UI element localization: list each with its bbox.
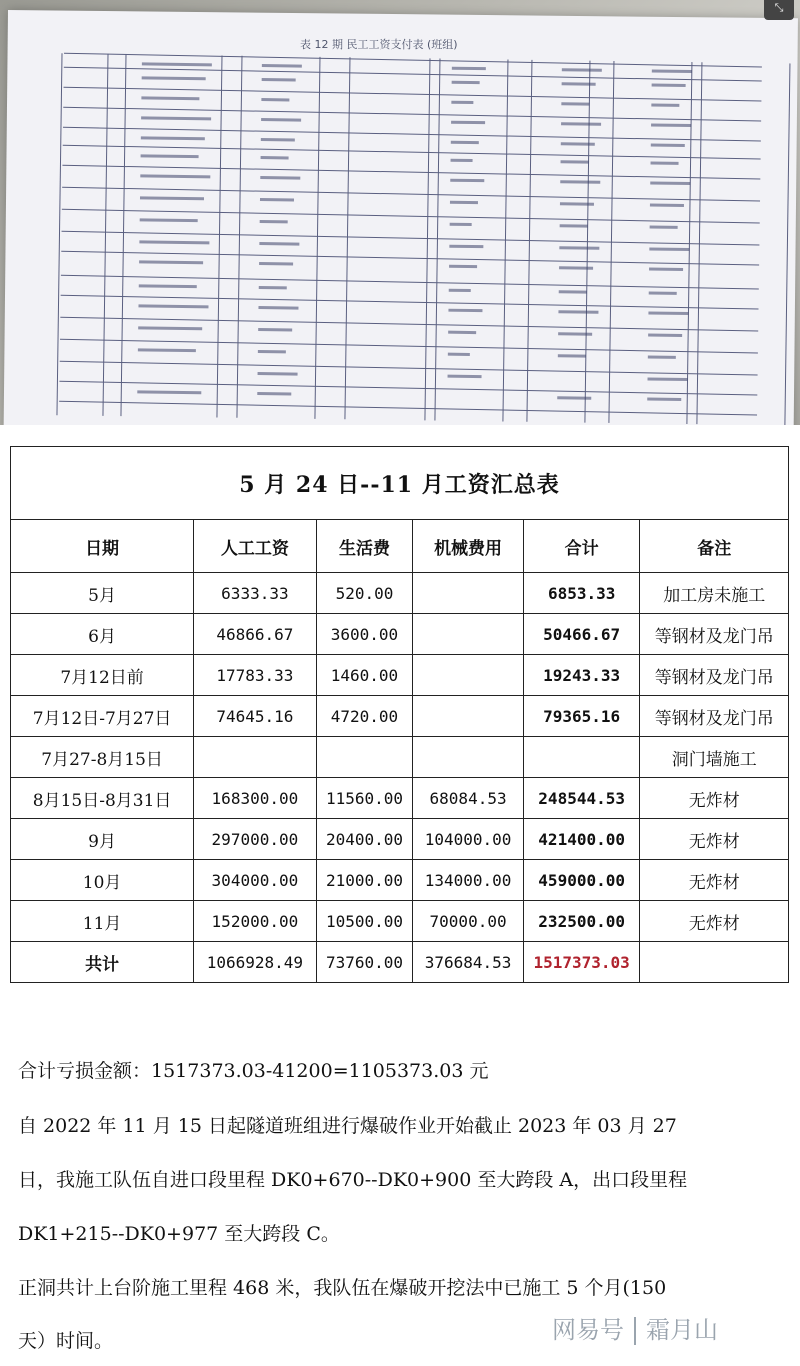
form-handwritten-mark [652, 70, 692, 74]
form-photo [0, 0, 800, 425]
header-labor: 人工工资 [194, 520, 317, 573]
cell-date: 6月 [11, 614, 194, 655]
table-row [11, 614, 789, 655]
form-handwritten-mark [650, 225, 678, 228]
form-handwritten-mark [450, 201, 478, 204]
form-handwritten-mark [259, 242, 299, 246]
form-handwritten-mark [448, 375, 482, 378]
form-handwritten-mark [137, 390, 201, 394]
form-handwritten-mark [561, 122, 601, 126]
form-column-line [697, 62, 702, 424]
form-handwritten-mark [260, 176, 300, 180]
form-handwritten-mark [559, 246, 599, 250]
cell-total: 1517373.03 [523, 942, 640, 983]
cell-labor: 17783.33 [194, 655, 317, 696]
form-handwritten-mark [139, 260, 203, 264]
cell-machine [413, 696, 524, 737]
cell-machine: 134000.00 [413, 860, 524, 901]
form-handwritten-mark [258, 328, 292, 331]
form-column-line [687, 62, 692, 424]
cell-labor: 74645.16 [194, 696, 317, 737]
cell-note: 无炸材 [640, 860, 789, 901]
cell-note: 加工房未施工 [640, 573, 789, 614]
cell-note: 等钢材及龙门吊 [640, 655, 789, 696]
cell-machine [413, 614, 524, 655]
cell-total: 421400.00 [523, 819, 640, 860]
form-column-line [435, 59, 440, 421]
header-machine: 机械费用 [413, 520, 524, 573]
form-handwritten-mark [141, 116, 211, 120]
form-handwritten-mark [562, 68, 602, 72]
total-row [11, 942, 789, 983]
cell-machine: 376684.53 [413, 942, 524, 983]
form-handwritten-mark [451, 121, 485, 124]
form-handwritten-mark [142, 62, 212, 66]
form-column-line [315, 57, 320, 419]
form-handwritten-mark [449, 265, 477, 268]
cell-note: 无炸材 [640, 819, 789, 860]
form-handwritten-mark [262, 78, 296, 81]
form-handwritten-mark [262, 64, 302, 68]
cell-living: 4720.00 [316, 696, 413, 737]
cell-labor: 46866.67 [194, 614, 317, 655]
form-handwritten-mark [259, 286, 287, 289]
form-handwritten-mark [261, 138, 295, 141]
form-handwritten-mark [139, 240, 209, 244]
form-handwritten-mark [649, 267, 683, 270]
watermark [552, 1310, 718, 1345]
table-row [11, 737, 789, 778]
cell-living: 1460.00 [316, 655, 413, 696]
cell-labor [194, 737, 317, 778]
cell-date: 8月15日-8月31日 [11, 778, 194, 819]
cell-living: 20400.00 [316, 819, 413, 860]
form-handwritten-mark [450, 179, 484, 182]
loss-amount-line: 合计亏损金额：1517373.03-41200=1105373.03 元 [18, 1060, 489, 1082]
form-handwritten-mark [651, 123, 691, 127]
cell-machine: 68084.53 [413, 778, 524, 819]
form-handwritten-mark [561, 142, 595, 145]
cell-total: 459000.00 [523, 860, 640, 901]
cell-living: 3600.00 [316, 614, 413, 655]
form-column-line [237, 56, 242, 418]
cell-note: 洞门墙施工 [640, 737, 789, 778]
header-total: 合计 [523, 520, 640, 573]
form-handwritten-mark [451, 141, 479, 144]
form-handwritten-mark [649, 247, 689, 251]
form-handwritten-mark [651, 161, 679, 164]
form-handwritten-mark [261, 156, 289, 159]
form-handwritten-mark [559, 290, 587, 293]
cell-date: 7月27-8月15日 [11, 737, 194, 778]
form-handwritten-mark [559, 266, 593, 269]
form-handwritten-mark [648, 333, 682, 336]
form-handwritten-mark [560, 202, 594, 205]
cell-date: 10月 [11, 860, 194, 901]
form-handwritten-mark [651, 104, 679, 107]
form-handwritten-mark [648, 311, 688, 315]
paragraph-2-line-1: 正洞共计上台阶施工里程 468 米，我队伍在爆破开挖法中已施工 5 个月(150 [18, 1277, 667, 1299]
table-row [11, 901, 789, 942]
form-handwritten-mark [561, 102, 589, 105]
form-handwritten-mark [557, 396, 591, 399]
paragraph-1-line-1: 自 2022 年 11 月 15 日起隧道班组进行爆破作业开始截止 2023 年 03 月 27 [18, 1115, 677, 1137]
form-handwritten-mark [561, 160, 589, 163]
form-handwritten-mark [141, 96, 199, 100]
cell-total: 6853.33 [523, 573, 640, 614]
form-handwritten-mark [560, 224, 588, 227]
form-handwritten-mark [650, 203, 684, 206]
table-title: 5 月 24 日--11 月工资汇总表 [11, 447, 789, 520]
form-handwritten-mark [138, 326, 202, 330]
form-handwritten-mark [648, 377, 688, 381]
form-handwritten-mark [647, 397, 681, 400]
form-handwritten-mark [558, 310, 598, 314]
form-column-line [425, 58, 430, 420]
cell-living: 11560.00 [316, 778, 413, 819]
form-handwritten-mark [257, 392, 291, 395]
form-title: 表 12 期 民工工资支付表 (班组) [300, 38, 458, 51]
cell-living: 21000.00 [316, 860, 413, 901]
form-grid-drawing [0, 0, 800, 425]
form-handwritten-mark [648, 355, 676, 358]
form-handwritten-mark [651, 143, 685, 146]
watermark-author: 霜月山 [646, 1316, 718, 1344]
form-handwritten-mark [142, 76, 206, 80]
form-handwritten-mark [448, 309, 482, 312]
cell-total: 232500.00 [523, 901, 640, 942]
form-handwritten-mark [260, 220, 288, 223]
form-handwritten-mark [451, 159, 473, 162]
cell-total: 19243.33 [523, 655, 640, 696]
form-handwritten-mark [141, 154, 199, 158]
table-row [11, 573, 789, 614]
cell-living: 73760.00 [316, 942, 413, 983]
cell-total: 79365.16 [523, 696, 640, 737]
form-handwritten-mark [650, 181, 690, 185]
cell-machine [413, 573, 524, 614]
form-handwritten-mark [558, 332, 592, 335]
form-handwritten-mark [138, 348, 196, 352]
form-handwritten-mark [452, 67, 486, 70]
salary-summary-table [10, 446, 789, 983]
form-handwritten-mark [258, 372, 298, 376]
form-handwritten-mark [652, 84, 686, 87]
form-handwritten-mark [140, 196, 204, 200]
cell-living: 10500.00 [316, 901, 413, 942]
cell-labor: 6333.33 [194, 573, 317, 614]
cell-machine [413, 737, 524, 778]
header-row [11, 520, 789, 573]
cell-total [523, 737, 640, 778]
form-handwritten-mark [560, 180, 600, 184]
cell-labor: 1066928.49 [194, 942, 317, 983]
cell-labor: 297000.00 [194, 819, 317, 860]
cell-note: 等钢材及龙门吊 [640, 614, 789, 655]
cell-note [640, 942, 789, 983]
form-handwritten-mark [258, 350, 286, 353]
form-handwritten-mark [141, 136, 205, 140]
watermark-separator [634, 1317, 636, 1345]
form-handwritten-mark [259, 262, 293, 265]
paragraph-2-line-2: 天）时间。 [18, 1330, 114, 1352]
cell-living [316, 737, 413, 778]
cell-total: 248544.53 [523, 778, 640, 819]
cell-date: 共计 [11, 942, 194, 983]
form-handwritten-mark [261, 98, 289, 101]
expand-icon[interactable]: ⤡ [764, 0, 794, 20]
form-handwritten-mark [258, 306, 298, 310]
header-note: 备注 [640, 520, 789, 573]
cell-note: 无炸材 [640, 778, 789, 819]
cell-date: 11月 [11, 901, 194, 942]
form-handwritten-mark [449, 289, 471, 292]
form-handwritten-mark [562, 82, 596, 85]
table-row [11, 696, 789, 737]
cell-date: 9月 [11, 819, 194, 860]
table-row [11, 655, 789, 696]
form-handwritten-mark [450, 223, 472, 226]
cell-date: 7月12日-7月27日 [11, 696, 194, 737]
form-row-line [59, 401, 757, 415]
cell-note: 无炸材 [640, 901, 789, 942]
form-handwritten-mark [649, 291, 677, 294]
cell-note: 等钢材及龙门吊 [640, 696, 789, 737]
table-row [11, 778, 789, 819]
form-handwritten-mark [138, 304, 208, 308]
cell-labor: 304000.00 [194, 860, 317, 901]
form-handwritten-mark [140, 174, 210, 178]
cell-labor: 152000.00 [194, 901, 317, 942]
cell-date: 5月 [11, 573, 194, 614]
form-column-line [345, 57, 350, 419]
form-handwritten-mark [260, 198, 294, 201]
form-handwritten-mark [448, 353, 470, 356]
form-handwritten-mark [558, 354, 586, 357]
form-handwritten-mark [449, 245, 483, 248]
form-handwritten-mark [139, 284, 197, 288]
cell-machine: 104000.00 [413, 819, 524, 860]
table-row [11, 819, 789, 860]
header-living: 生活费 [316, 520, 413, 573]
form-handwritten-mark [261, 118, 301, 122]
form-handwritten-mark [452, 81, 480, 84]
table-row [11, 860, 789, 901]
watermark-brand: 网易号 [552, 1316, 624, 1344]
paragraph-1-line-2: 日，我施工队伍自进口段里程 DK0+670--DK0+900 至大跨段 A，出口段里程 [18, 1169, 688, 1191]
cell-date: 7月12日前 [11, 655, 194, 696]
form-handwritten-mark [451, 101, 473, 104]
cell-labor: 168300.00 [194, 778, 317, 819]
cell-machine [413, 655, 524, 696]
form-handwritten-mark [140, 218, 198, 222]
form-column-line [785, 63, 790, 425]
cell-total: 50466.67 [523, 614, 640, 655]
form-column-line [217, 56, 222, 418]
form-handwritten-mark [448, 331, 476, 334]
form-row-line [60, 361, 758, 375]
header-date: 日期 [11, 520, 194, 573]
cell-living: 520.00 [316, 573, 413, 614]
paragraph-1-line-3: DK1+215--DK0+977 至大跨段 C。 [18, 1223, 340, 1245]
cell-machine: 70000.00 [413, 901, 524, 942]
